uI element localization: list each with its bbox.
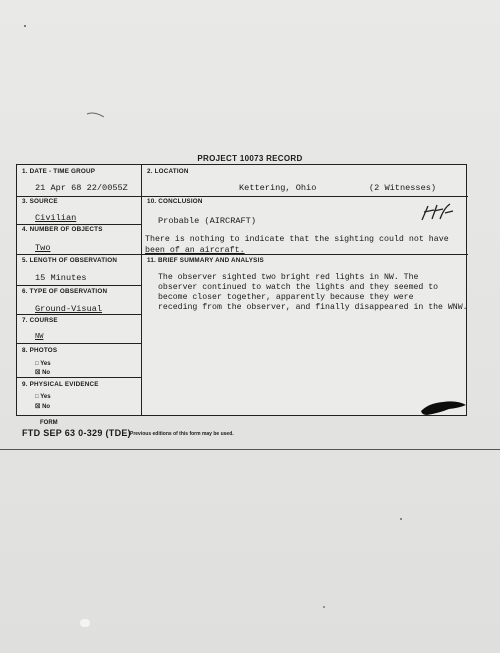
conclusion-comment-line-1: There is nothing to indicate that the sighting could not have	[145, 235, 449, 244]
physical-evidence-no-label: No	[42, 404, 51, 410]
form-word: FORM	[40, 420, 58, 426]
type-of-observation-label: 6. TYPE OF OBSERVATION	[22, 288, 108, 295]
photos-no-option[interactable]	[35, 369, 50, 376]
column-divider	[141, 165, 142, 415]
photos-yes-label: Yes	[40, 361, 51, 367]
row-line	[141, 196, 468, 197]
row-line	[17, 285, 141, 286]
physical-evidence-yes-option[interactable]	[35, 394, 51, 400]
length-of-observation-label: 5. LENGTH OF OBSERVATION	[22, 257, 118, 264]
page-rule	[0, 449, 500, 450]
source-value: Civilian	[35, 213, 77, 223]
witnesses-note: (2 Witnesses)	[369, 183, 437, 193]
previous-editions-note: Previous editions of this form may be used.	[130, 431, 234, 437]
form-title: PROJECT 10073 RECORD	[197, 154, 303, 163]
source-label: 3. SOURCE	[22, 198, 58, 205]
handwritten-initials-icon	[419, 201, 455, 223]
checkbox-icon: □	[35, 361, 39, 367]
date-time-group-value: 21 Apr 68 22/0055Z	[35, 183, 128, 193]
row-line	[17, 377, 141, 378]
summary-line: The observer sighted two bright red lights in NW. The	[158, 273, 419, 282]
conclusion-label: 10. CONCLUSION	[147, 198, 203, 205]
photos-label: 8. PHOTOS	[22, 347, 58, 354]
location-value: Kettering, Ohio	[239, 183, 317, 193]
summary-line: observer continued to watch the lights and they seemed to	[158, 283, 439, 292]
length-of-observation-value: 15 Minutes	[35, 273, 87, 283]
form-id: FTD SEP 63 0-329 (TDE)	[22, 428, 131, 438]
number-of-objects-value: Two	[35, 243, 51, 253]
summary-line: receding from the observer, and finally disappeared in the WNW.	[158, 303, 468, 312]
row-line	[17, 224, 141, 225]
location-label: 2. LOCATION	[147, 168, 189, 175]
row-line	[17, 196, 141, 197]
row-line	[17, 343, 141, 344]
course-label: 7. COURSE	[22, 317, 58, 324]
ink-blot	[419, 397, 469, 417]
row-line	[17, 254, 141, 255]
physical-evidence-no-option[interactable]	[35, 403, 50, 410]
conclusion-value: Probable (AIRCRAFT)	[158, 216, 256, 226]
summary-label: 11. BRIEF SUMMARY AND ANALYSIS	[147, 257, 264, 264]
checkbox-icon: □	[35, 394, 39, 400]
checked-box-icon: ☒	[35, 370, 41, 376]
course-value: NW	[35, 333, 44, 341]
photos-yes-option[interactable]	[35, 361, 51, 367]
type-of-observation-value: Ground-Visual	[35, 304, 103, 314]
date-time-group-label: 1. DATE - TIME GROUP	[22, 168, 96, 175]
pencil-mark	[86, 110, 106, 120]
number-of-objects-label: 4. NUMBER OF OBJECTS	[22, 226, 103, 233]
scan-mark	[323, 606, 325, 608]
scan-mark	[24, 25, 26, 27]
record-form	[16, 164, 467, 416]
summary-line: become closer together, apparently because they were	[158, 293, 414, 302]
scan-mark	[400, 518, 402, 520]
row-line	[17, 314, 141, 315]
conclusion-comment-line-2: been of an aircraft.	[145, 246, 245, 255]
scan-blot	[80, 619, 90, 627]
photos-no-label: No	[42, 370, 51, 376]
physical-evidence-label: 9. PHYSICAL EVIDENCE	[22, 381, 99, 388]
checked-box-icon: ☒	[35, 404, 41, 410]
physical-evidence-yes-label: Yes	[40, 394, 51, 400]
